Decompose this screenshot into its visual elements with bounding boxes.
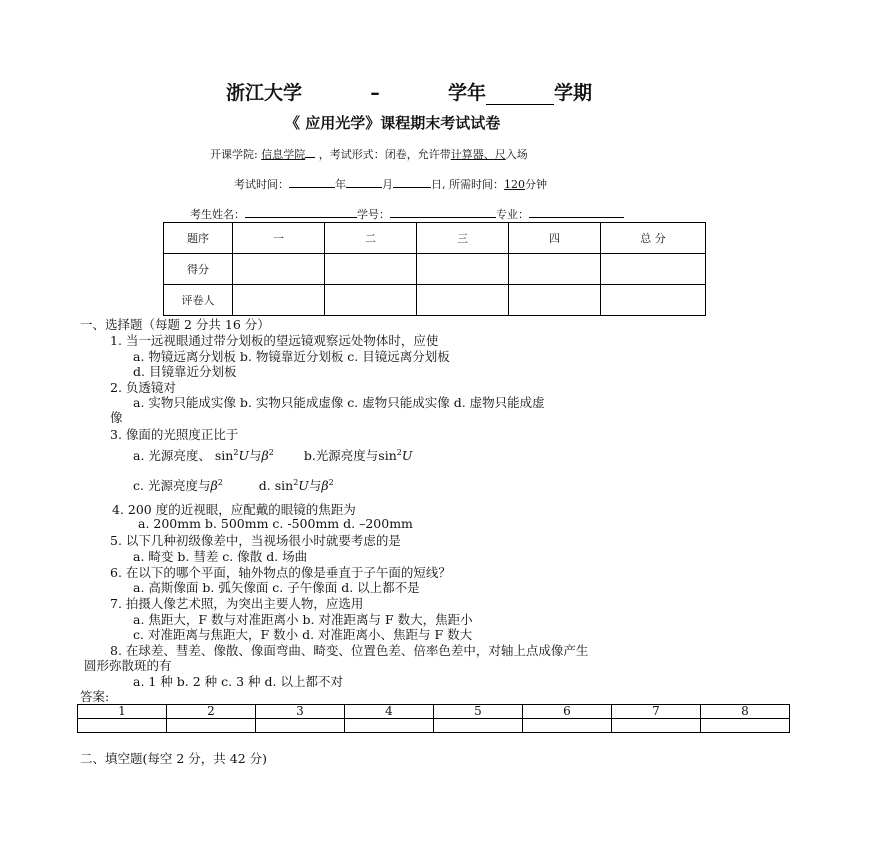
q7-options-line1: a. 焦距大，F 数与对准距离小 b. 对准距离与 F 数大，焦距小 bbox=[133, 612, 473, 627]
score-header-cell: 四 bbox=[509, 223, 601, 254]
grader-row-label: 评卷人 bbox=[164, 285, 233, 316]
answer-number: 4 bbox=[345, 705, 434, 719]
section1-heading: 一、选择题（每题 2 分共 16 分） bbox=[80, 317, 270, 332]
math-beta: β bbox=[210, 478, 218, 493]
name-label: 考生姓名： bbox=[190, 208, 245, 221]
math-sup: 2 bbox=[396, 447, 402, 457]
id-blank bbox=[390, 206, 496, 218]
time-label: 考试时间： bbox=[234, 178, 289, 191]
q4-options-line1: a. 200mm b. 500mm c. -500mm d. –200mm bbox=[138, 516, 413, 531]
math-u: U bbox=[298, 478, 309, 493]
grader-cell[interactable] bbox=[233, 285, 325, 316]
math-and: 与 bbox=[308, 478, 322, 493]
title-dash: – bbox=[370, 82, 380, 104]
school-name: 浙江大学 bbox=[226, 82, 303, 104]
math-sup: 2 bbox=[293, 477, 299, 487]
college-value: 信息学院 bbox=[261, 148, 306, 161]
exam-form-label: ，考试形式：闭卷，允许带 bbox=[318, 148, 451, 161]
q3-options-line1 bbox=[133, 446, 412, 464]
q3-option-c: c. 光源亮度与 bbox=[133, 478, 211, 493]
score-header-cell: 题序 bbox=[164, 223, 233, 254]
student-line bbox=[190, 206, 624, 222]
answer-cell[interactable] bbox=[701, 719, 790, 733]
q8-options-line1: a. 1 种 b. 2 种 c. 3 种 d. 以上都不对 bbox=[133, 674, 343, 689]
answer-cell[interactable] bbox=[78, 719, 167, 733]
score-cell[interactable] bbox=[233, 254, 325, 285]
q7-options-line2: c. 对准距离与焦距大，F 数小 d. 对准距离小、焦距与 F 数大 bbox=[133, 627, 473, 642]
q8-stem: 8. 在球差、彗差、像散、像面弯曲、畸变、位置色差、倍率色差中，对轴上点成像产生 bbox=[110, 643, 589, 658]
exam-form-tail: 入场 bbox=[505, 148, 528, 161]
exam-title bbox=[226, 78, 592, 105]
math-beta: β bbox=[261, 448, 269, 463]
answer-number: 1 bbox=[78, 705, 167, 719]
day-unit: 日, 所需时间： bbox=[431, 178, 504, 191]
course-title: 《 应用光学》课程期末考试试卷 bbox=[285, 114, 501, 132]
score-row bbox=[164, 254, 706, 285]
score-header-cell: 二 bbox=[325, 223, 417, 254]
exam-form-value: 计算器、尺 bbox=[450, 148, 506, 161]
score-table bbox=[163, 222, 706, 316]
answer-table bbox=[77, 704, 790, 733]
answer-cell[interactable] bbox=[167, 719, 256, 733]
score-header-row bbox=[164, 223, 706, 254]
q3-option-b: b.光源亮度与 bbox=[303, 448, 379, 463]
q3-option-d: d. bbox=[258, 478, 271, 493]
q8-stem-continued: 圆形弥散斑的有 bbox=[84, 658, 172, 673]
q4-stem: 4. 200 度的近视眼，应配戴的眼镜的焦距为 bbox=[112, 502, 356, 517]
q3-stem: 3. 像面的光照度正比于 bbox=[110, 427, 239, 442]
score-header-cell: 总 分 bbox=[601, 223, 706, 254]
grader-cell[interactable] bbox=[417, 285, 509, 316]
q2-options-line1: a. 实物只能成实像 b. 实物只能成虚像 c. 虚物只能成实像 d. 虚物只能成虚 bbox=[133, 395, 545, 410]
math-sup: 2 bbox=[268, 447, 274, 457]
grader-cell[interactable] bbox=[325, 285, 417, 316]
math-and: 与 bbox=[249, 448, 262, 463]
month-unit: 月 bbox=[382, 178, 393, 191]
name-blank bbox=[245, 206, 357, 218]
q2-stem: 2. 负透镜对 bbox=[110, 380, 176, 395]
answer-number-row bbox=[78, 705, 790, 719]
q1-options-line1: a. 物镜远离分划板 b. 物镜靠近分划板 c. 目镜远离分划板 bbox=[133, 349, 450, 364]
q3-option-a: a. 光源亮度、 bbox=[133, 448, 211, 463]
grader-cell[interactable] bbox=[601, 285, 706, 316]
college-label: 开课学院: bbox=[210, 148, 258, 161]
duration-unit: 分钟 bbox=[525, 178, 547, 191]
q5-stem: 5. 以下几种初级像差中，当视场很小时就要考虑的是 bbox=[110, 533, 401, 548]
q7-stem: 7. 拍摄人像艺术照，为突出主要人物，应选用 bbox=[110, 596, 364, 611]
score-cell[interactable] bbox=[325, 254, 417, 285]
q6-stem: 6. 在以下的哪个平面，轴外物点的像是垂直于子午面的短线？ bbox=[110, 565, 451, 580]
math-beta: β bbox=[321, 478, 329, 493]
answer-number: 3 bbox=[256, 705, 345, 719]
term-blank bbox=[486, 86, 554, 105]
score-cell[interactable] bbox=[417, 254, 509, 285]
section2-heading: 二、填空题(每空 2 分，共 42 分) bbox=[80, 751, 268, 766]
answer-cell[interactable] bbox=[434, 719, 523, 733]
answer-cell[interactable] bbox=[612, 719, 701, 733]
math-sup: 2 bbox=[217, 477, 223, 487]
time-line bbox=[234, 176, 547, 192]
q6-options-line1: a. 高斯像面 b. 弧矢像面 c. 子午像面 d. 以上都不是 bbox=[133, 580, 420, 595]
answer-input-row bbox=[78, 719, 790, 733]
major-blank bbox=[529, 206, 624, 218]
score-header-cell: 三 bbox=[417, 223, 509, 254]
math-sin: sin bbox=[378, 448, 397, 463]
answer-number: 6 bbox=[523, 705, 612, 719]
q1-stem: 1. 当一远视眼通过带分划板的望远镜观察远处物体时，应使 bbox=[110, 333, 439, 348]
math-u: U bbox=[238, 448, 249, 463]
answer-number: 2 bbox=[167, 705, 256, 719]
grader-cell[interactable] bbox=[509, 285, 601, 316]
score-row-label: 得分 bbox=[164, 254, 233, 285]
q3-options-line2 bbox=[133, 476, 334, 494]
answer-number: 5 bbox=[434, 705, 523, 719]
score-cell[interactable] bbox=[509, 254, 601, 285]
math-u: U bbox=[401, 448, 413, 463]
q1-options-line2: d. 目镜靠近分划板 bbox=[133, 364, 237, 379]
answer-label: 答案: bbox=[80, 689, 110, 704]
math-sin: sin bbox=[274, 478, 294, 493]
q2-options-line2: 像 bbox=[110, 410, 123, 425]
math-sin: sin bbox=[214, 448, 234, 463]
major-label: 专业： bbox=[496, 208, 529, 221]
year-label: 学年 bbox=[448, 82, 487, 104]
score-cell[interactable] bbox=[601, 254, 706, 285]
score-header-cell: 一 bbox=[233, 223, 325, 254]
duration-value: 120 bbox=[504, 178, 525, 191]
id-label: 学号： bbox=[357, 208, 390, 221]
math-sup: 2 bbox=[233, 447, 239, 457]
q5-options-line1: a. 畸变 b. 彗差 c. 像散 d. 场曲 bbox=[133, 549, 308, 564]
college-line bbox=[210, 146, 528, 162]
year-unit: 年 bbox=[335, 178, 346, 191]
answer-cell[interactable] bbox=[256, 719, 345, 733]
math-sup: 2 bbox=[328, 477, 334, 487]
answer-number: 7 bbox=[612, 705, 701, 719]
answer-cell[interactable] bbox=[523, 719, 612, 733]
answer-cell[interactable] bbox=[345, 719, 434, 733]
grader-row bbox=[164, 285, 706, 316]
answer-number: 8 bbox=[701, 705, 790, 719]
term-label: 学期 bbox=[554, 82, 593, 104]
